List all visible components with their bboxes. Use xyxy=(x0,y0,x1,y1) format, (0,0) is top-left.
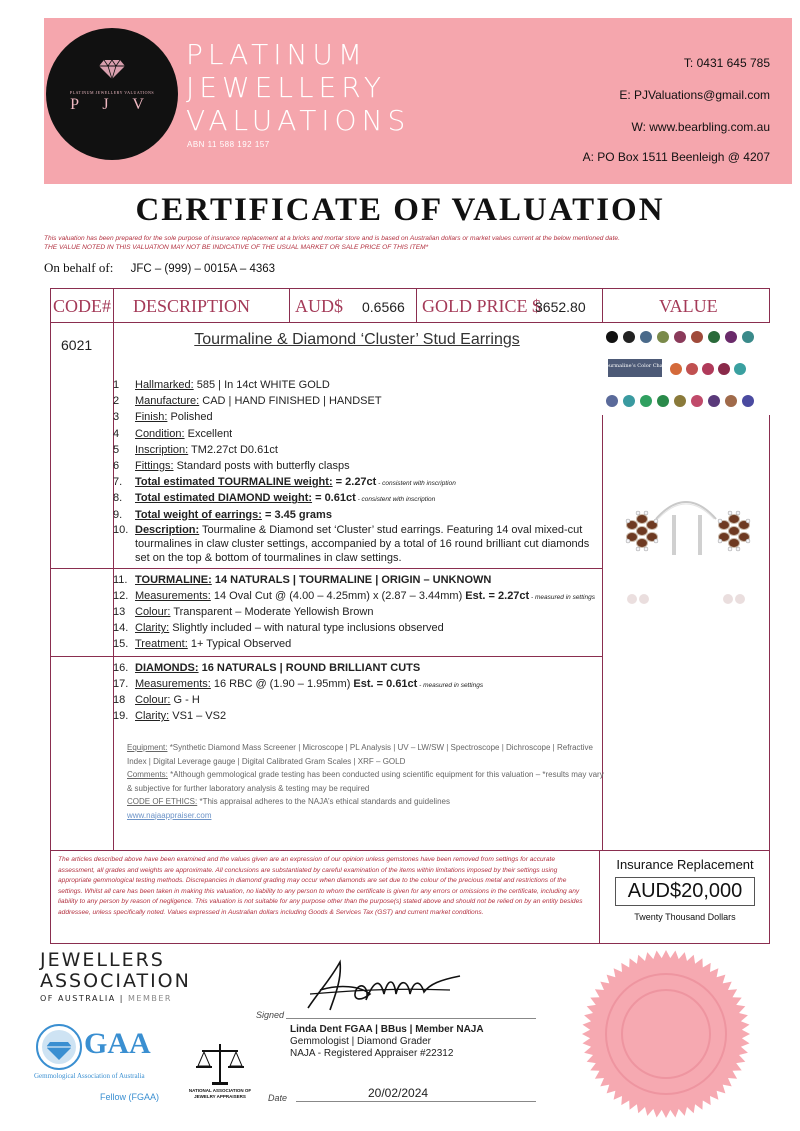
list-item xyxy=(113,620,603,636)
item-text: 14 NATURALS | TOURMALINE | ORIGIN – UNKNOWN xyxy=(211,573,492,586)
item-label: Colour: xyxy=(135,606,171,619)
item-number: 13 xyxy=(113,606,126,619)
gaa-text: GAA xyxy=(84,1027,151,1060)
signer-registration: NAJA - Registered Appraiser #22312 xyxy=(290,1048,454,1059)
list-item xyxy=(113,572,603,588)
jaa-line-3: OF AUSTRALIA | xyxy=(40,994,129,1003)
jaa-line-1: JEWELLERS xyxy=(40,949,165,971)
valuation-date: 20/02/2024 xyxy=(368,1086,429,1100)
chart-image-title: Tourmaline’s Color Chart xyxy=(602,363,668,369)
colour-swatch xyxy=(725,395,737,407)
earrings-photo xyxy=(602,415,770,625)
header-banner xyxy=(44,18,792,184)
on-behalf-label: On behalf of: xyxy=(44,260,114,275)
header-gold-price: GOLD PRICE $ xyxy=(422,296,542,316)
header-value: VALUE xyxy=(659,296,718,316)
tourmaline-stone xyxy=(637,527,648,536)
disclaimer-line-1: This valuation has been prepared for the sole purpose of insurance replacement at a bricks and mortar store and is based on Australian dollars or market values current at the below mentioned date. xyxy=(44,235,620,242)
item-note: - measured in settings xyxy=(417,681,484,689)
list-item xyxy=(113,692,603,708)
diamond-stone xyxy=(736,547,740,551)
item-text: Standard posts with butterfly clasps xyxy=(173,459,350,472)
naja-website-link[interactable]: www.najaappraiser.com xyxy=(127,810,212,820)
item-label: Fittings: xyxy=(135,459,174,472)
on-behalf-of xyxy=(44,260,275,276)
list-item xyxy=(113,458,603,474)
item-text: Excellent xyxy=(184,427,233,440)
item-label: Total estimated DIAMOND weight: xyxy=(135,492,313,505)
item-number: 14. xyxy=(113,622,129,635)
item-number: 16. xyxy=(113,661,129,674)
colour-swatch xyxy=(674,331,686,343)
naja-caption: NATIONAL ASSOCIATION OF JEWELRY APPRAISERS xyxy=(188,1088,252,1099)
diamond-stone xyxy=(654,519,658,523)
contact-address: A: PO Box 1511 Beenleigh @ 4207 xyxy=(582,150,770,164)
item-text: = 0.61ct xyxy=(312,492,356,505)
list-item xyxy=(113,676,603,692)
item-text: 16 NATURALS | ROUND BRILLIANT CUTS xyxy=(198,661,421,674)
header-description: DESCRIPTION xyxy=(133,296,251,316)
item-number: 5 xyxy=(113,443,120,456)
item-note: - consistent with inscription xyxy=(376,480,456,488)
embossed-seal-icon xyxy=(566,944,766,1124)
logo-initials: P J V xyxy=(70,96,154,113)
disclaimer-line-2: THE VALUE NOTED IN THIS VALUATION MAY NOT BE INDICATIVE OF THE USUAL MARKET OR SALE PRICE OF THIS ITEM* xyxy=(44,244,429,251)
brand-line-2: JEWELLERY xyxy=(186,71,386,104)
item-estimate: Est. = 2.27ct xyxy=(462,589,530,602)
tourmaline-stone xyxy=(729,515,740,524)
item-label: Description: xyxy=(135,523,200,536)
diamond-stone xyxy=(644,547,648,551)
item-number: 19. xyxy=(113,710,129,723)
tourmaline-stone xyxy=(637,539,648,548)
signer-name: Linda Dent FGAA | BBus | Member NAJA xyxy=(290,1024,484,1035)
item-text: Slightly included – with natural type inclusions observed xyxy=(169,622,444,635)
colour-swatch xyxy=(742,331,754,343)
item-note: - consistent with inscription xyxy=(355,496,436,504)
certificate-title: CERTIFICATE OF VALUATION xyxy=(135,192,665,228)
item-number: 10. xyxy=(113,523,129,536)
colour-swatch xyxy=(606,395,618,407)
item-number: 18 xyxy=(113,694,126,706)
colour-swatch xyxy=(691,395,703,407)
item-text: VS1 – VS2 xyxy=(169,710,227,723)
item-label: Finish: xyxy=(135,411,168,424)
item-text: G - H xyxy=(170,694,200,706)
valuation-table xyxy=(50,288,770,944)
jaa-member-logo xyxy=(40,950,191,1003)
item-label: Measurements: xyxy=(135,589,211,602)
item-text: Transparent – Moderate Yellowish Brown xyxy=(170,606,374,619)
item-text: CAD | HAND FINISHED | HANDSET xyxy=(199,395,382,408)
item-title: Tourmaline & Diamond ‘Cluster’ Stud Earrings xyxy=(194,331,520,348)
valuation-disclaimer xyxy=(44,234,779,252)
gaa-logo xyxy=(34,1022,174,1102)
gold-price-value: 3652.80 xyxy=(535,299,586,315)
list-item xyxy=(113,426,603,442)
diamond-stone xyxy=(626,519,630,523)
item-text: 16 RBC @ (1.90 – 1.95mm) xyxy=(210,677,351,690)
diamond-stone xyxy=(746,539,750,543)
colour-swatch xyxy=(734,363,746,375)
insurance-amount-words: Twenty Thousand Dollars xyxy=(634,912,736,922)
diamond-stone xyxy=(626,539,630,543)
diamond-icon xyxy=(98,58,126,80)
comments-label: Comments: xyxy=(127,770,168,779)
list-item xyxy=(113,377,603,393)
gaa-diamond-icon xyxy=(36,1024,82,1070)
item-number: 15. xyxy=(113,638,129,651)
colour-swatch xyxy=(718,363,730,375)
contact-website[interactable]: W: www.bearbling.com.au xyxy=(631,120,770,134)
item-number: 17. xyxy=(113,677,129,690)
item-label: DIAMONDS: xyxy=(135,661,199,674)
list-item xyxy=(113,474,603,490)
logo-small-text: PLATINUM JEWELLERY VALUATIONS xyxy=(69,90,155,95)
item-text: 1+ Typical Observed xyxy=(187,638,292,651)
diamond-stone xyxy=(636,511,640,515)
item-number: 3 xyxy=(113,411,120,424)
tourmaline-stone xyxy=(729,539,740,548)
item-label: Condition: xyxy=(135,427,185,440)
item-text: = 2.27ct xyxy=(332,476,377,489)
colour-swatch xyxy=(640,395,652,407)
legal-fine-print: The articles described above have been examined and the values given are an expression of our opinion unless gemstones have been removed from settings for accurate assessment, all grades and weights are approximate. All conclusions are substantiated by careful examination of the items within limitations imposed by their settings using appropriate gemmological testing methods. Discrepancies in diamond grading may occur when diamonds are set due to the colour of the precious metal and restrictions of the settings. Whilst all care has been taken in making this valuation, no liability to any person to whom the certificate is given for any errors or omissions in the certificate, including any liability to any person by reason of negligence. This valuation is not suitable for any purpose other than the purpose(s) stated above and should not be relied on by an entity besides addressee, unless specifically noted. Values expressed in Australian dollars including Goods & Services Tax (GST) and current market conditions. xyxy=(50,850,599,944)
item-text: = 3.45 grams xyxy=(261,508,332,521)
diamond-stone xyxy=(718,519,722,523)
diamond-stone xyxy=(746,519,750,523)
list-item xyxy=(113,393,603,409)
date-label: Date xyxy=(268,1093,288,1103)
list-item xyxy=(113,660,603,676)
signature-line xyxy=(286,1018,536,1019)
item-text: 585 | In 14ct WHITE GOLD xyxy=(193,379,330,391)
gaa-subtitle: Gemmological Association of Australia xyxy=(34,1072,145,1080)
item-note: - measured in settings xyxy=(529,593,595,601)
colour-swatch xyxy=(686,363,698,375)
item-number: 4 xyxy=(113,427,120,440)
colour-swatch xyxy=(674,395,686,407)
colour-swatch xyxy=(702,363,714,375)
diamond-stone xyxy=(644,511,648,515)
brand-line-1: PLATINUM xyxy=(186,38,368,71)
colour-swatch xyxy=(640,331,652,343)
equipment-label: Equipment: xyxy=(127,743,168,752)
list-item xyxy=(113,588,603,604)
list-item xyxy=(113,507,603,523)
aud-rate: 0.6566 xyxy=(362,299,405,315)
list-item xyxy=(113,409,603,425)
item-label: Treatment: xyxy=(135,638,188,651)
header-code: CODE# xyxy=(53,296,111,316)
abn-number: ABN 11 588 192 157 xyxy=(187,140,270,149)
colour-swatch xyxy=(708,395,720,407)
item-label: Measurements: xyxy=(135,677,211,690)
item-text: Polished xyxy=(167,411,213,424)
item-label: Total estimated TOURMALINE weight: xyxy=(135,476,333,489)
signer-role: Gemmologist | Diamond Grader xyxy=(290,1036,431,1047)
colour-swatch xyxy=(657,395,669,407)
client-reference: JFC – (999) – 0015A – 4363 xyxy=(130,263,276,275)
item-number: 11. xyxy=(113,573,128,586)
item-label: Inscription: xyxy=(135,443,189,456)
item-text: 14 Oval Cut @ (4.00 – 4.25mm) x (2.87 – 3.44mm) xyxy=(210,589,463,602)
item-number: 12. xyxy=(113,589,129,602)
ethics-label: CODE OF ETHICS: xyxy=(127,797,198,806)
insurance-label: Insurance Replacement xyxy=(616,857,754,872)
tourmaline-stone xyxy=(729,527,740,536)
item-label: Colour: xyxy=(135,694,171,706)
contact-phone: T: 0431 645 785 xyxy=(683,56,770,70)
date-line xyxy=(296,1101,536,1102)
item-label: Manufacture: xyxy=(135,395,200,408)
jaa-line-2: ASSOCIATION xyxy=(40,970,191,992)
gaa-fellow: Fellow (FGAA) xyxy=(100,1092,160,1102)
insurance-replacement-box xyxy=(599,850,770,944)
colour-swatch xyxy=(725,331,737,343)
insurance-amount: AUD$20,000 xyxy=(615,877,755,906)
item-number: 6 xyxy=(113,459,120,472)
item-label: TOURMALINE: xyxy=(135,573,212,586)
scales-icon xyxy=(180,1040,260,1088)
tourmaline-stone xyxy=(637,515,648,524)
diamond-stone xyxy=(728,547,732,551)
item-number: 7. xyxy=(113,476,123,489)
diamond-stone xyxy=(654,539,658,543)
item-text: Tourmaline & Diamond set ‘Cluster’ stud earrings. Featuring 14 oval mixed-cut tourmalines in claw cluster settings, accompanied by a total of 16 round brilliant cut diamonds set on the top & bottom of tourmalines in claw settings. xyxy=(135,523,590,564)
item-code: 6021 xyxy=(61,337,93,353)
colour-swatch xyxy=(670,363,682,375)
item-label: Clarity: xyxy=(135,710,170,723)
table-header xyxy=(51,289,769,323)
comments-text: *Although gemmological grade testing has been conducted using scientific equipment for this valuation – *results may vary & subjective for further laboratory analysis & testing may be required xyxy=(127,770,604,793)
diamond-stone xyxy=(636,547,640,551)
list-item xyxy=(113,708,603,724)
colour-swatch xyxy=(606,331,618,343)
equipment-notes xyxy=(127,741,607,822)
diamond-stone xyxy=(718,539,722,543)
equipment-text: *Synthetic Diamond Mass Screener | Microscope | PL Analysis | UV – LW/SW | Spectroscope | Dichroscope | Refractive Index | Digital Leverage gauge | Digital Calibrated Gram Scales | XRF – GOLD xyxy=(127,743,593,766)
jaa-member: MEMBER xyxy=(128,994,172,1003)
ethics-text: *This appraisal adheres to the NAJA’s ethical standards and guidelines xyxy=(197,797,450,806)
item-details-list xyxy=(113,377,603,724)
item-label: Total weight of earrings: xyxy=(135,508,262,521)
contact-email[interactable]: E: PJValuations@gmail.com xyxy=(619,88,770,102)
colour-swatch xyxy=(623,395,635,407)
colour-swatch xyxy=(623,331,635,343)
colour-swatch xyxy=(657,331,669,343)
list-item xyxy=(113,636,603,652)
tourmaline-colour-chart-image xyxy=(602,323,770,415)
diamond-stone xyxy=(736,511,740,515)
colour-swatch xyxy=(691,331,703,343)
brand-line-3: VALUATIONS xyxy=(186,104,411,137)
list-item xyxy=(113,442,603,458)
signed-label: Signed xyxy=(256,1010,285,1020)
header-aud: AUD$ xyxy=(295,296,343,316)
item-label: Hallmarked: xyxy=(135,379,194,391)
naja-logo xyxy=(180,1040,260,1110)
brand-name xyxy=(186,38,410,137)
colour-swatch xyxy=(708,331,720,343)
handwritten-signature xyxy=(300,950,470,1020)
item-estimate: Est. = 0.61ct xyxy=(350,677,418,690)
signer-details xyxy=(290,1024,484,1060)
diamond-stone xyxy=(728,511,732,515)
item-text: TM2.27ct D0.61ct xyxy=(188,443,278,456)
pjv-logo xyxy=(46,28,178,160)
list-item xyxy=(113,604,603,620)
item-number: 1 xyxy=(113,379,120,391)
item-number: 8. xyxy=(113,492,123,505)
item-label: Clarity: xyxy=(135,622,170,635)
colour-swatch xyxy=(742,395,754,407)
item-number: 9. xyxy=(113,508,123,521)
list-item xyxy=(113,523,603,565)
list-item xyxy=(113,490,603,506)
item-number: 2 xyxy=(113,395,120,408)
